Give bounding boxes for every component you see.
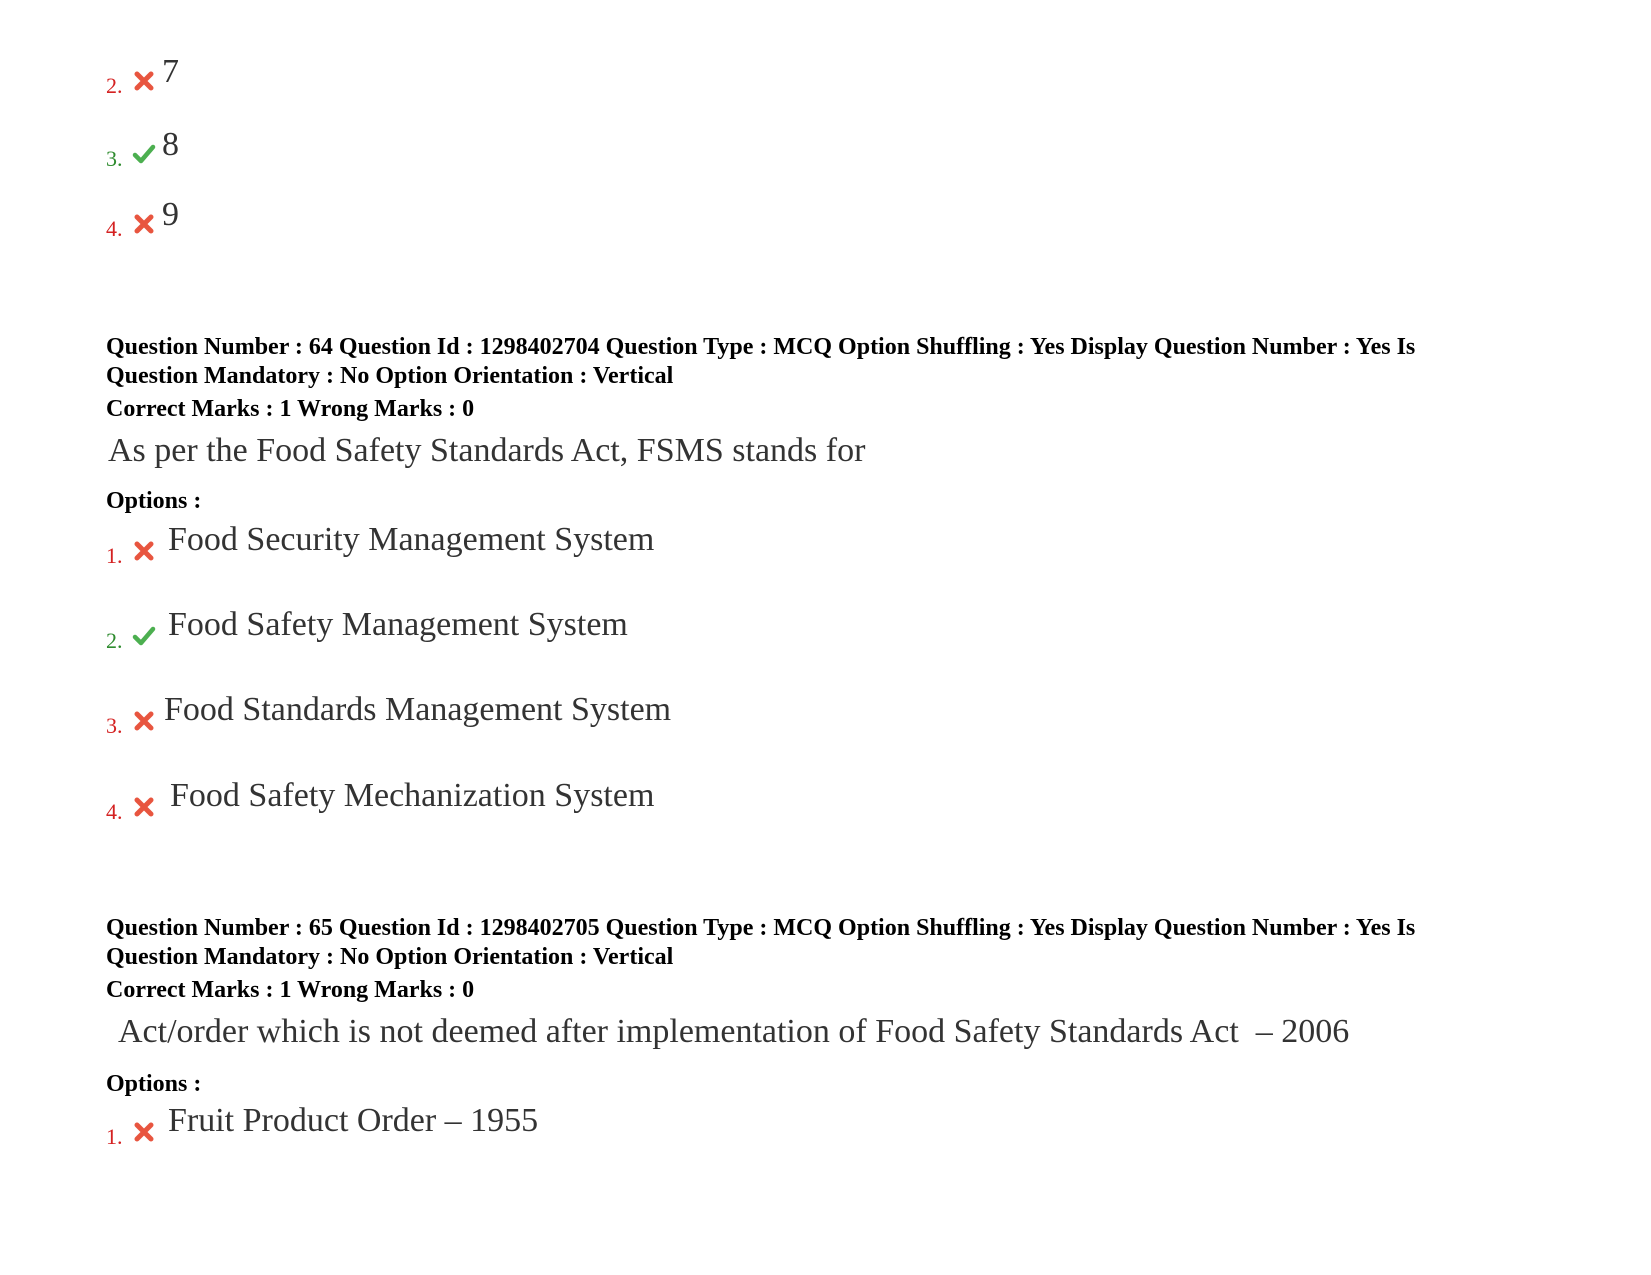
question-65-text: Act/order which is not deemed after implementation of Food Safety Standards Act – 2006 — [118, 1013, 1350, 1050]
q64-option-1 — [106, 515, 1306, 575]
prev-option-2 — [106, 45, 1306, 105]
prev-option-3 — [106, 118, 1306, 178]
q64-option-2 — [106, 600, 1306, 660]
cross-icon — [132, 212, 156, 236]
option-text: Food Security Management System — [168, 521, 655, 558]
q65-option-1 — [106, 1096, 1306, 1156]
option-number: 2. — [106, 628, 123, 653]
meta-line: Question Number : 64 Question Id : 1298402704 Question Type : MCQ Option Shuffling : Yes Display Question Number : Yes Is — [106, 334, 1416, 360]
option-text: 7 — [162, 53, 179, 90]
check-icon — [132, 624, 156, 648]
meta-line: Question Number : 65 Question Id : 1298402705 Question Type : MCQ Option Shuffling : Yes Display Question Number : Yes Is — [106, 915, 1416, 941]
option-number: 2. — [106, 73, 123, 98]
option-text: 9 — [162, 196, 179, 233]
option-text: Food Safety Management System — [168, 606, 628, 643]
option-number: 1. — [106, 1124, 123, 1149]
option-number: 4. — [106, 799, 123, 824]
question-64-marks: Correct Marks : 1 Wrong Marks : 0 — [106, 396, 475, 422]
option-number: 4. — [106, 216, 123, 241]
option-number: 3. — [106, 713, 123, 738]
option-text: Fruit Product Order – 1955 — [168, 1102, 539, 1139]
cross-icon — [132, 795, 156, 819]
prev-option-4 — [106, 188, 1306, 248]
option-text: 8 — [162, 126, 179, 163]
cross-icon — [132, 69, 156, 93]
check-icon — [132, 142, 156, 166]
q64-option-3 — [106, 685, 1306, 745]
cross-icon — [132, 539, 156, 563]
question-65-marks: Correct Marks : 1 Wrong Marks : 0 — [106, 977, 475, 1003]
cross-icon — [132, 709, 156, 733]
meta-line: Question Mandatory : No Option Orientation : Vertical — [106, 944, 674, 970]
meta-line: Question Mandatory : No Option Orientation : Vertical — [106, 363, 674, 389]
options-label: Options : — [106, 1071, 202, 1097]
option-number: 3. — [106, 146, 123, 171]
option-text: Food Standards Management System — [164, 691, 672, 728]
option-text: Food Safety Mechanization System — [170, 777, 655, 814]
option-number: 1. — [106, 543, 123, 568]
question-64-meta — [106, 333, 1566, 391]
question-64-text: As per the Food Safety Standards Act, FSMS stands for — [108, 432, 866, 469]
question-65-meta — [106, 914, 1566, 972]
cross-icon — [132, 1120, 156, 1144]
options-label: Options : — [106, 488, 202, 514]
q64-option-4 — [106, 771, 1306, 831]
